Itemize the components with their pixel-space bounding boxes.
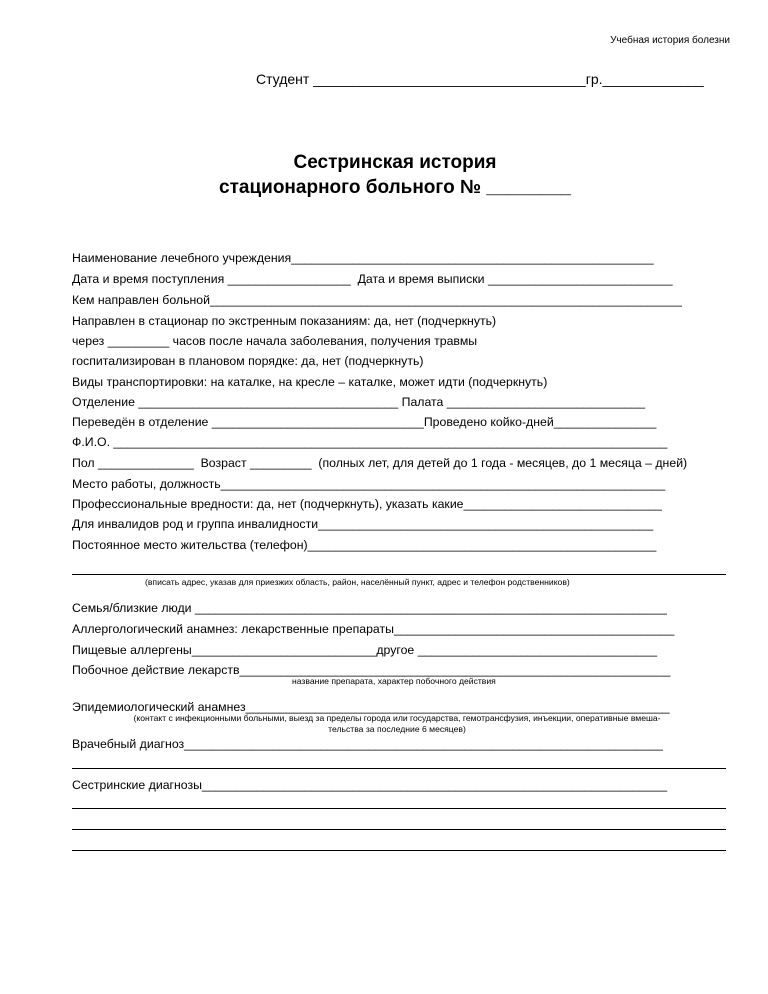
epidemiology-field[interactable]: Эпидемиологический анамнез______________________________________________________________ [72,700,670,714]
food-allergens-field[interactable]: Пищевые аллергены___________________________другое ___________________________________ [72,643,658,657]
student-line[interactable]: Студент ___________________________________гр._____________ [256,71,704,87]
referred-by-field[interactable]: Кем направлен больной_____________________________________________________________________ [72,293,682,307]
nursing-diagnoses-line-2[interactable] [72,808,726,809]
department-ward-field[interactable]: Отделение ______________________________________ Палата _____________________________ [72,395,646,409]
medical-diagnosis-blank-line[interactable] [72,768,726,769]
fio-field[interactable]: Ф.И.О. _________________________________________________________________________________ [72,435,668,449]
transferred-field[interactable]: Переведён в отделение _______________________________Проведено койко-дней_______________ [72,415,657,429]
occupational-field[interactable]: Профессиональные вредности: да, нет (подчеркнуть), указать какие_____________________________ [72,497,662,511]
hours-after-field[interactable]: через _________ часов после начала заболевания, получения травмы [72,334,478,348]
family-field[interactable]: Семья/близкие люди _____________________________________________________________________ [72,601,667,615]
side-effects-field[interactable]: Побочное действие лекарств_______________________________________________________________ [72,663,671,677]
nursing-diagnoses-line-3[interactable] [72,829,726,830]
sex-age-field[interactable]: Пол ______________ Возраст _________ (полных лет, для детей до 1 года - месяцев, до 1 месяца – дней) [72,456,688,470]
title-line-1: Сестринская история [293,152,497,173]
institution-field[interactable]: Наименование лечебного учреждения_____________________________________________________ [72,251,654,265]
allergy-drugs-field[interactable]: Аллергологический анамнез: лекарственные препараты_________________________________________ [72,622,675,636]
residence-blank-line[interactable] [72,574,726,575]
planned-field[interactable]: госпитализирован в плановом порядке: да, нет (подчеркнуть) [72,354,424,368]
workplace-field[interactable]: Место работы, должность_________________________________________________________________ [72,477,666,491]
residence-field[interactable]: Постоянное место жительства (телефон)___________________________________________________ [72,538,657,552]
side-effects-hint: название препарата, характер побочного действия [292,676,496,686]
title-line-2: стационарного больного № ________ [219,177,571,198]
residence-hint: (вписать адрес, указав для приезжих область, район, населённый пункт, адрес и телефон родственников) [145,577,570,587]
disability-field[interactable]: Для инвалидов род и группа инвалидности_________________________________________________ [72,517,654,531]
document-label: Учебная история болезни [610,35,730,46]
epidemiology-hint: (контакт с инфекционными больными, выезд за пределы города или государства, гемотрансфузия, инъекции, оперативные вмеша- тельства за последние 6 месяцев) [133,713,661,734]
emergency-field[interactable]: Направлен в стационар по экстренным показаниям: да, нет (подчеркнуть) [72,314,497,328]
medical-diagnosis-field[interactable]: Врачебный диагноз______________________________________________________________________ [72,737,663,751]
page-title [160,150,630,200]
nursing-diagnoses-line-4[interactable] [72,850,726,851]
transport-field[interactable]: Виды транспортировки: на каталке, на кресле – каталке, может идти (подчеркнуть) [72,375,548,389]
nursing-diagnoses-field[interactable]: Сестринские диагнозы____________________________________________________________________ [72,778,668,792]
admission-discharge-field[interactable]: Дата и время поступления __________________ Дата и время выписки ___________________________ [72,272,673,286]
